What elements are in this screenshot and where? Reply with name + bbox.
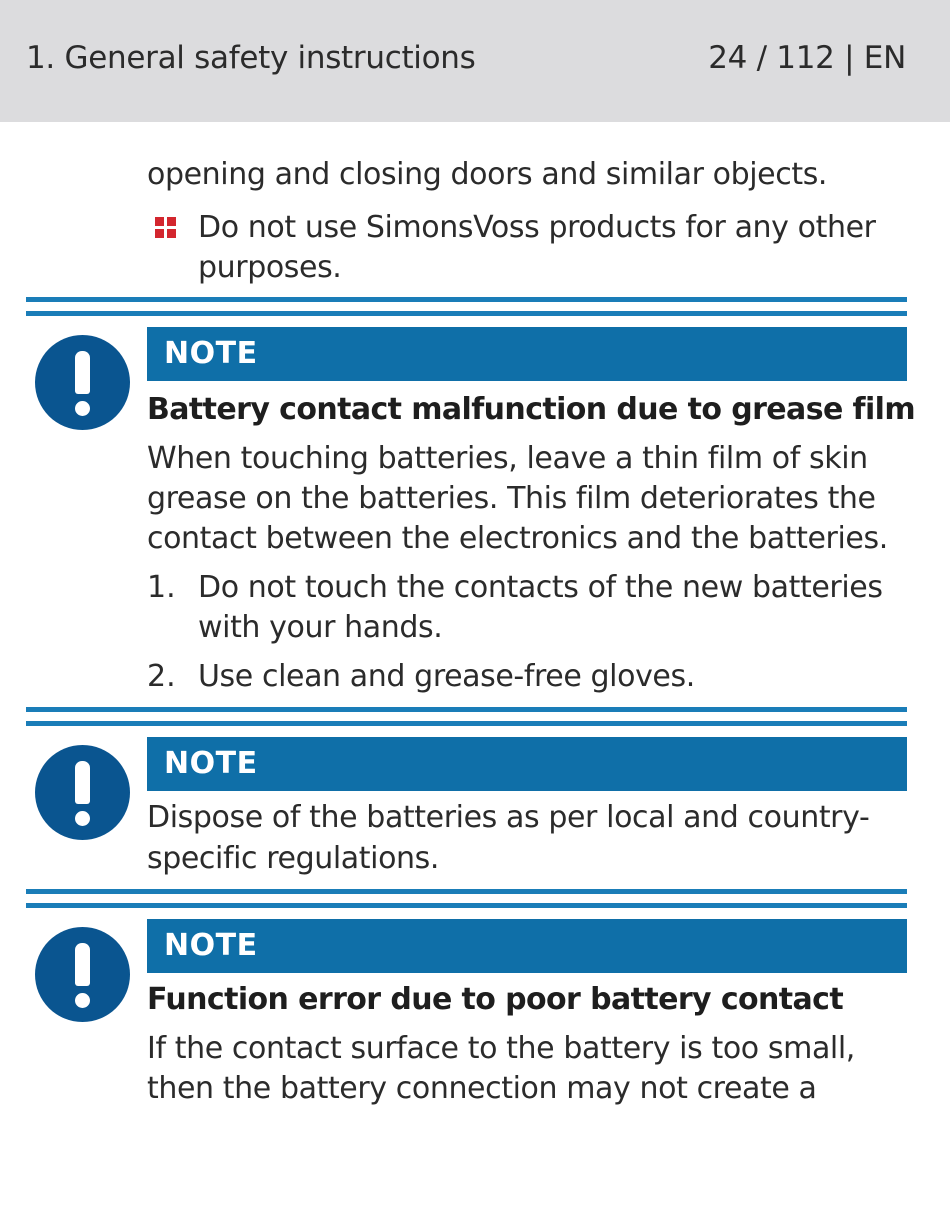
exclamation-circle-icon [35,335,130,430]
section-title: 1. General safety instructions [26,40,476,76]
step-number: 1. [147,570,176,605]
step-text: Do not touch the contacts of the new batteries [198,570,883,605]
divider [26,903,907,908]
note-body: then the battery connection may not create a [147,1071,817,1106]
page-number: 24 / 112 | EN [708,40,906,76]
divider [26,707,907,712]
step-number: 2. [147,659,176,694]
note-body: If the contact surface to the battery is too small, [147,1031,855,1066]
exclamation-circle-icon [35,927,130,1022]
note-header [147,327,907,381]
square-bullet-icon [155,217,177,239]
note-body: specific regulations. [147,841,440,876]
bullet-text: Do not use SimonsVoss products for any other [198,210,876,245]
note-body: contact between the electronics and the batteries. [147,521,888,556]
note-label: NOTE [164,928,258,963]
note-heading: Function error due to poor battery contact [147,982,844,1017]
note-label: NOTE [164,746,258,781]
continued-text: opening and closing doors and similar objects. [147,157,828,192]
step-text: Use clean and grease-free gloves. [198,659,695,694]
step-text: with your hands. [198,610,443,645]
exclamation-circle-icon [35,745,130,840]
note-header [147,737,907,791]
note-body: grease on the batteries. This film deteriorates the [147,481,876,516]
note-label: NOTE [164,336,258,371]
divider [26,889,907,894]
bullet-text: purposes. [198,250,342,285]
divider [26,297,907,302]
divider [26,721,907,726]
note-heading: Battery contact malfunction due to grease film [147,392,916,427]
divider [26,311,907,316]
page-header [0,0,950,122]
note-body: Dispose of the batteries as per local and country- [147,800,870,835]
note-body: When touching batteries, leave a thin film of skin [147,441,868,476]
note-header [147,919,907,973]
